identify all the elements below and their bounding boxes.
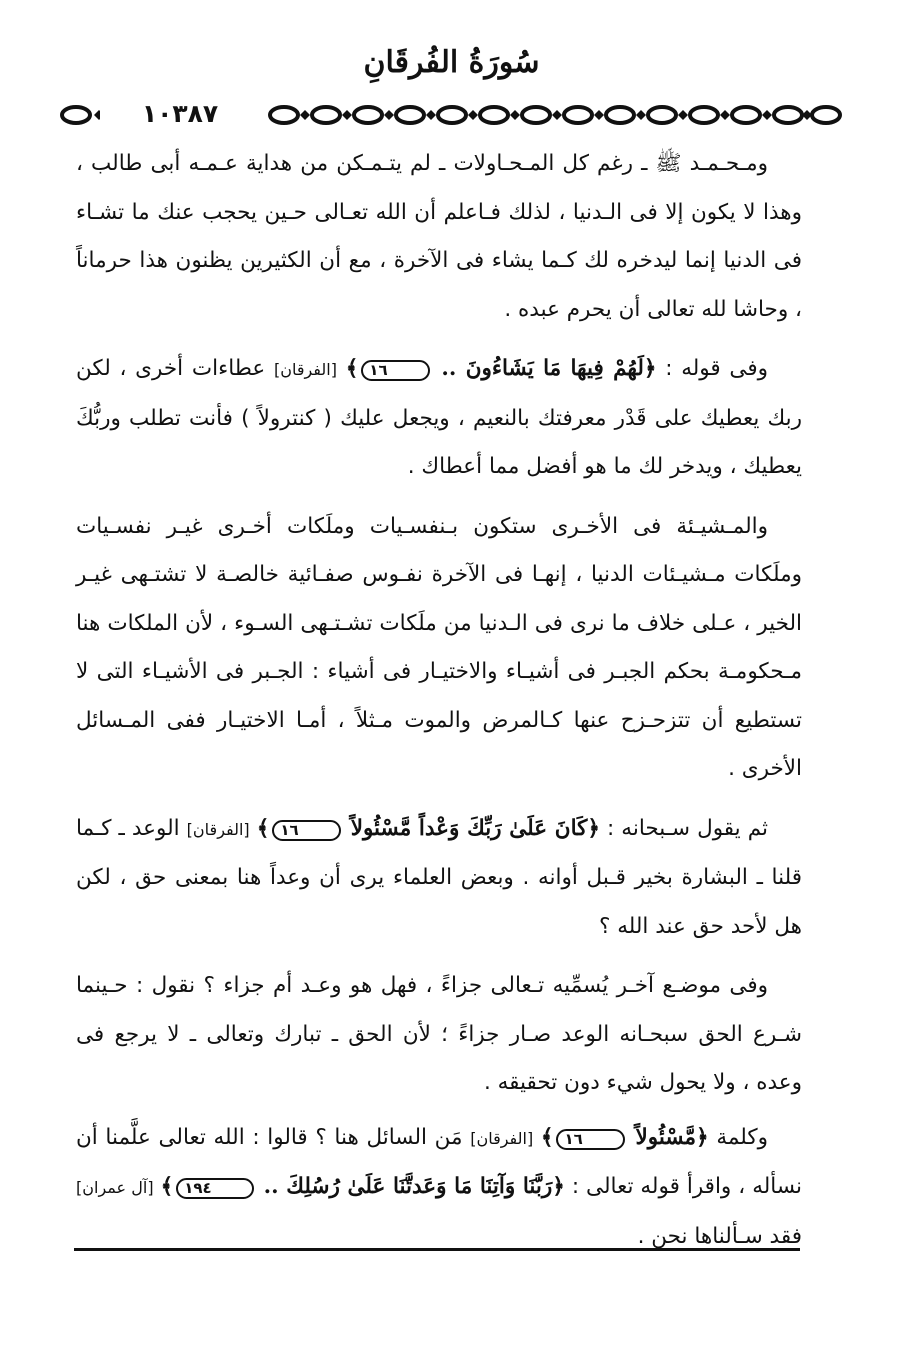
surah-reference: [الفرقان] xyxy=(273,360,337,379)
surah-reference: [الفرقان] xyxy=(186,819,250,839)
verse-number-badge-2: ١٩٤ xyxy=(176,1178,253,1199)
quran-quote-2: رَبَّنَا وَآتِنَا مَا وَعَدتَّنَا عَلَىٰ رُسُلِكَ .. xyxy=(263,1174,553,1199)
quran-quote: لَهُمْ فِيهَا مَا يَشَاءُونَ .. xyxy=(441,356,644,381)
paragraph-6-rest: فقد سـألناها نحن . xyxy=(637,1223,802,1249)
ornate-bracket-open: ﴿ xyxy=(643,356,657,381)
ornate-bracket-open: ﴿ xyxy=(696,1124,709,1150)
verse-number-badge: ١٦ xyxy=(361,360,429,381)
ornate-bracket-open: ﴿ xyxy=(552,1174,565,1199)
text-body xyxy=(76,140,802,1272)
paragraph-6-middle: مَن السائل هنا ؟ قالوا : الله تعالى علَّمنا أن نسأله ، واقرأ قوله تعالى : xyxy=(76,1124,802,1199)
paragraph-4-rest: الوعد ـ كـما قلنا ـ البشارة بخير قـبل أوانه . وبعض العلماء يرى أن وعداً هنا بمعنى حق ، لكن هل لأحد حق عند الله ؟ xyxy=(76,815,802,939)
paragraph-2 xyxy=(76,345,802,492)
footer-rule xyxy=(74,1248,800,1251)
quran-quote: كَانَ عَلَىٰ رَبِّكَ وَعْداً مَّسْئُولاً xyxy=(350,815,588,841)
paragraph-2-rest: عطاءات أخرى ، لكن ربك يعطيك على قَدْر معرفتك بالنعيم ، ويجعل عليك ( كنترولاً ) فأنت تطلب وربُّكَ يعطيك ، ويدخر لك ما هو أفضل مما أعطاك . xyxy=(76,356,802,479)
page-number: ١٠٣٨٧ xyxy=(100,97,260,131)
surah-title: سُورَةُ الفُرقَانِ xyxy=(363,45,540,80)
surah-reference-2: [آل عمران] xyxy=(76,1178,154,1197)
paragraph-2-lead: وفى قوله : xyxy=(665,356,768,381)
ornate-bracket-close: ﴾ xyxy=(540,1124,554,1150)
header-ornament-band xyxy=(60,100,842,130)
surah-reference: [الفرقان] xyxy=(470,1128,534,1148)
paragraph-6-lead: وكلمة xyxy=(716,1124,769,1150)
ornate-bracket-open: ﴿ xyxy=(587,815,600,841)
paragraph-5: وفى موضـع آخـر يُسمِّيه تـعالى جزاءً ، فهل هو وعـد أم جزاء ؟ نقول : حـينما شـرع الحق سبحـانه الوعد صـار جزاءً ؛ لأن الحق ـ تبارك وتعالى ـ لا يرجع فى وعده ، ولا يحول شيء دون تحقيقه . xyxy=(76,973,802,1095)
paragraph-3: والمـشيـئة فى الأخـرى ستكون بـنفسـيات وملَكات أخـرى غيـر نفسـيات وملَكات مـشيـئات الدنيا ، إنهـا فى الآخرة نفـوس صفـائية خالصـة لا تشتـهى غيـر الخير ، عـلى خلاف ما نرى فى الـدنيا من ملَكات تشـتـهى السـوء ، لأن الملكات هنا مـحكومـة بحكم الجبـر فى أشيـاء والاختيـار فى أشياء : الجـبر فى الأشيـاء التى لا تستطيع أن تتزحـزح عنها كـالمرض والموت مـثلاً ، أمـا الاختيـار ففى المـسائل الأخرى . xyxy=(76,513,802,781)
verse-number-badge: ١٦ xyxy=(556,1129,624,1150)
paragraph-1: ومـحـمـد ﷺ ـ رغم كل المـحـاولات ـ لم يتـمـكن من هداية عـمـه أبى طالب ، وهذا لا يكون إلا فى الـدنيا ، لذلك فـاعلم أن الله تعـالى حـين يحجب عنك ما تشـاء فى الدنيا إنما ليدخره لك كـما يشاء فى الآخرة ، مع أن الكثيرين يظنون هذا حرماناً ، وحاشا لله تعالى أن يحرم عبده . xyxy=(76,151,802,322)
ornate-bracket-close: ﴾ xyxy=(345,356,359,381)
ornate-bracket-close: ﴾ xyxy=(256,815,270,841)
ornate-bracket-close: ﴾ xyxy=(160,1174,174,1199)
paragraph-4 xyxy=(76,805,802,952)
quran-quote: مَّسْئُولاً xyxy=(635,1124,697,1150)
paragraph-6 xyxy=(76,1114,802,1262)
paragraph-4-lead: ثم يقول سـبحانه : xyxy=(607,815,768,841)
verse-number-badge: ١٦ xyxy=(272,820,340,841)
